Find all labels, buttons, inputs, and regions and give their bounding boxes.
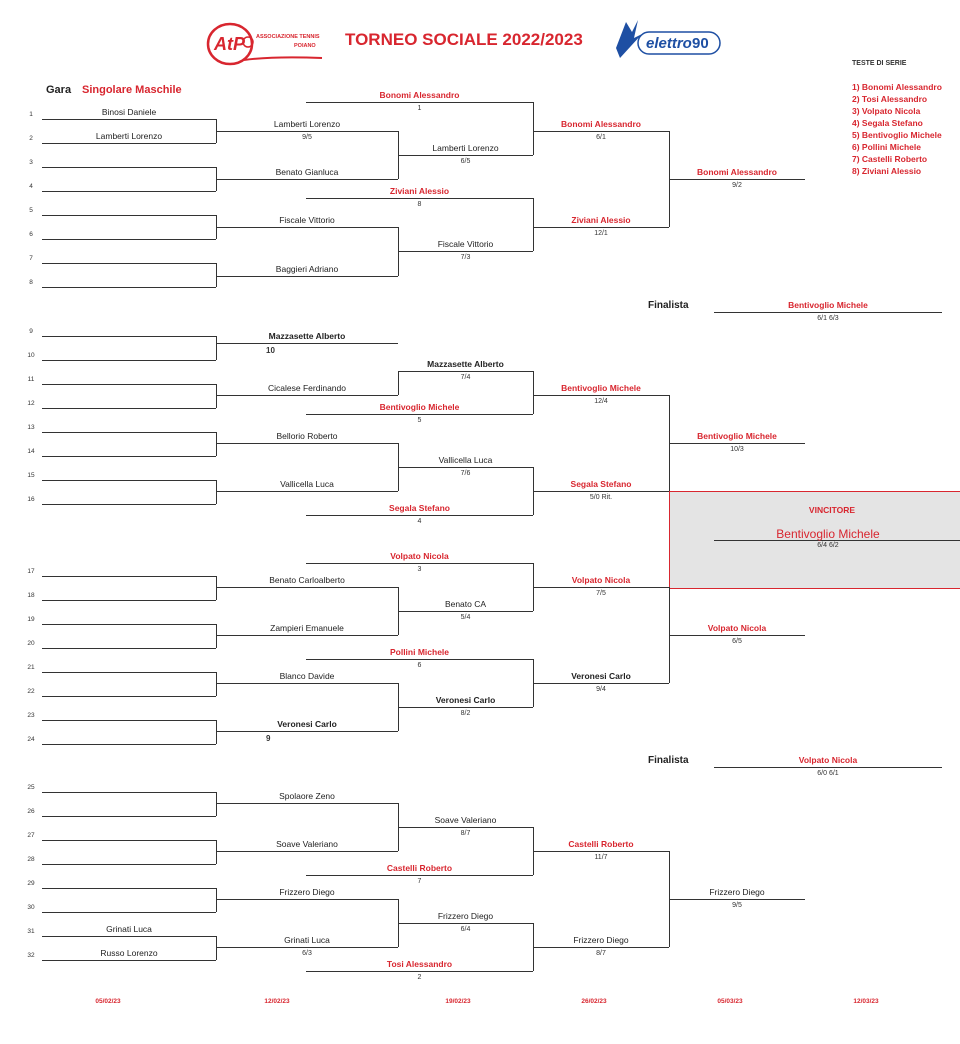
bracket-line [42,360,216,361]
atp-logo-icon [204,20,326,68]
position-number: 12 [27,400,35,407]
position-number: 32 [27,952,35,959]
player-name: Frizzero Diego [709,887,765,897]
match-score: 7/6 [460,470,471,477]
player-name: Volpato Nicola [571,575,631,585]
bracket-line [669,443,805,444]
match-score: 6 [417,662,422,669]
player-name: Soave Valeriano [276,839,338,849]
bracket-line [42,215,216,216]
bracket-line [42,648,216,649]
bracket-line [306,563,533,564]
match-score: 7/5 [596,590,606,597]
match-score: 6/1 [596,134,606,141]
bracket-line [42,504,216,505]
seed-item: 5) Bentivoglio Michele [852,130,942,140]
bracket-line [216,443,398,444]
round-date: 12/02/23 [264,998,290,1005]
bracket-line [216,276,398,277]
position-number: 16 [27,496,35,503]
player-name: Soave Valeriano [434,815,497,825]
player-name: Volpato Nicola [390,551,449,561]
player-name: Mazzasette Alberto [268,331,346,341]
player-name: Bentivoglio Michele [379,402,460,412]
player-name: Castelli Roberto [568,839,634,849]
bracket-line [216,947,398,948]
bracket-line [42,696,216,697]
match-score: 6/5 [732,638,742,645]
player-name: Vallicella Luca [280,479,334,489]
bracket-line [42,840,216,841]
bracket-line [216,131,398,132]
match-score: 6/5 [460,158,471,165]
position-number: 5 [29,207,33,214]
player-name: Pollini Michele [389,647,450,657]
match-score: 6/0 6/1 [817,770,839,777]
bracket-line [42,576,216,577]
event-name: Singolare Maschile [82,84,182,96]
player-name: Veronesi Carlo [277,719,337,729]
bracket-line [42,336,216,337]
match-score: 9/4 [596,686,606,693]
player-name: Tosi Alessandro [386,959,453,969]
bracket-line [42,480,216,481]
finalist-label: Finalista [648,300,689,311]
player-name: Castelli Roberto [386,863,453,873]
bracket-line [398,923,533,924]
match-score: 5/4 [460,614,471,621]
winner-label: VINCITORE [808,505,856,515]
seed-item: 4) Segala Stefano [852,118,923,128]
position-number: 27 [27,832,35,839]
bracket-line [42,408,216,409]
bracket-line [42,960,216,961]
position-number: 9 [29,328,33,335]
position-number: 26 [27,808,35,815]
bracket-line [42,888,216,889]
position-number: 31 [27,928,35,935]
bracket-line [714,767,942,768]
bracket-line [533,227,669,228]
gara-label: Gara [46,84,72,96]
player-name: Mazzasette Alberto [427,359,504,369]
match-score: 8 [417,201,422,208]
seed-item: 3) Volpato Nicola [852,106,921,116]
bracket-line [306,971,533,972]
bracket-line [669,635,805,636]
player-name: Grinati Luca [284,935,330,945]
finalist-label: Finalista [648,755,689,766]
position-number: 11 [27,376,35,383]
position-number: 7 [29,255,33,262]
position-number: 15 [27,472,35,479]
seeds-title: TESTE DI SERIE [852,60,907,67]
match-score: 3 [417,566,422,573]
bracket-line [42,672,216,673]
match-score: 2 [417,974,422,981]
position-number: 21 [27,664,35,671]
bracket-line [669,899,805,900]
player-name: Baggieri Adriano [275,264,339,274]
match-score: 10/3 [730,446,744,453]
player-name: Segala Stefano [389,503,450,513]
bracket-line [306,515,533,516]
bracket-line [42,912,216,913]
position-number: 19 [27,616,35,623]
atp-logo-line2: POIANO [294,43,316,49]
bracket-line [216,803,398,804]
bracket-line [533,491,669,492]
match-score: 9/2 [732,182,742,189]
bracket-line [42,384,216,385]
bracket-line [306,414,533,415]
match-score: 7/4 [460,374,471,381]
position-number: 1 [29,111,33,118]
match-score: 7/3 [460,254,471,261]
player-name: Fiscale Vittorio [279,215,335,225]
bracket-line [216,683,398,684]
bracket-line [306,659,533,660]
bracket-line [533,395,669,396]
position-number: 24 [27,736,35,743]
player-name: Bonomi Alessandro [697,167,777,177]
match-score: 8/7 [596,950,606,957]
elettro90-logo-icon [612,18,724,62]
bracket-line [216,179,398,180]
bracket-line [533,131,669,132]
bracket-line [42,143,216,144]
position-number: 29 [27,880,35,887]
page-title: TORNEO SOCIALE 2022/2023 [345,30,583,49]
position-number: 30 [27,904,35,911]
round-date: 19/02/23 [445,998,471,1005]
svg-text:AtP: AtP [214,34,245,54]
player-name: Cicalese Ferdinando [268,383,346,393]
position-number: 13 [27,424,35,431]
bracket-line [398,371,533,372]
elettro-number: 90 [692,35,709,52]
bracket-line [533,683,669,684]
player-name: Frizzero Diego [573,935,629,945]
player-name: Bellorio Roberto [276,431,338,441]
bracket-line [398,827,533,828]
player-name: Grinati Luca [106,924,152,934]
bracket-line [216,343,398,344]
match-score: 7 [417,878,422,885]
bracket-line [398,707,533,708]
player-name: Ziviani Alessio [571,215,631,225]
bracket-line [42,792,216,793]
bracket-line [42,816,216,817]
match-score: 10 [266,346,275,355]
seed-item: 1) Bonomi Alessandro [852,82,942,92]
bracket-line [714,312,942,313]
match-score: 6/1 6/3 [817,315,839,322]
round-date: 05/02/23 [95,998,121,1005]
bracket-line [216,731,398,732]
match-score: 9 [266,734,271,743]
round-date: 26/02/23 [581,998,607,1005]
bracket-line [42,936,216,937]
match-score: 12/1 [594,230,608,237]
player-name: Bentivoglio Michele [697,431,777,441]
position-number: 8 [29,279,33,286]
bracket-line [42,432,216,433]
player-name: Vallicella Luca [438,455,493,465]
position-number: 3 [29,159,33,166]
match-score: 6/3 [302,950,312,957]
bracket-line [42,119,216,120]
bracket-line [306,102,533,103]
player-name: Blanco Davide [279,671,335,681]
player-name: Frizzero Diego [279,887,335,897]
bracket-line [42,263,216,264]
bracket-line [398,467,533,468]
player-name: Spolaore Zeno [279,791,335,801]
player-name: Lamberti Lorenzo [95,131,163,141]
position-number: 6 [29,231,33,238]
bracket-line [216,851,398,852]
bracket-line [306,875,533,876]
bracket-line [533,851,669,852]
player-name: Benato Gianluca [275,167,339,177]
position-number: 25 [27,784,35,791]
match-score: 9/5 [302,134,312,141]
player-name: Lamberti Lorenzo [432,143,499,153]
position-number: 18 [27,592,35,599]
position-number: 2 [29,135,33,142]
player-name: Volpato Nicola [798,755,858,765]
position-number: 17 [27,568,35,575]
bracket-line [42,720,216,721]
position-number: 10 [27,352,35,359]
bracket-line [398,251,533,252]
bracket-line [42,239,216,240]
player-name: Bonomi Alessandro [561,119,641,129]
elettro-brand: elettro [646,35,692,52]
player-name: Veronesi Carlo [435,695,496,705]
player-name: Benato CA [444,599,487,609]
bracket-line [42,864,216,865]
match-score: 6/4 [460,926,471,933]
player-name: Zampieri Emanuele [270,623,344,633]
atp-logo-line1: ASSOCIAZIONE TENNIS [256,34,320,40]
bracket-line [216,227,398,228]
bracket-line [216,899,398,900]
match-score: 5/0 Rit. [589,494,613,501]
player-name: Binosi Daniele [101,107,157,117]
bracket-line [398,611,533,612]
player-name: Ziviani Alessio [389,186,450,196]
player-name: Bentivoglio Michele [561,383,641,393]
bracket-line [42,456,216,457]
bracket-line [533,947,669,948]
seed-item: 7) Castelli Roberto [852,154,928,164]
bracket-line [669,179,805,180]
position-number: 20 [27,640,35,647]
winner-name: Bentivoglio Michele [776,527,880,541]
seeds-panel [852,60,960,177]
position-number: 4 [29,183,33,190]
winner-score: 6/4 6/2 [817,542,839,549]
player-name: Fiscale Vittorio [437,239,494,249]
bracket-line [216,395,398,396]
match-score: 12/4 [594,398,608,405]
bracket-line [306,198,533,199]
player-name: Veronesi Carlo [571,671,631,681]
player-name: Bentivoglio Michele [788,300,868,310]
player-name: Bonomi Alessandro [379,90,460,100]
bracket-line [398,155,533,156]
round-date: 05/03/23 [717,998,743,1005]
bracket-line [216,635,398,636]
bracket-line [42,744,216,745]
player-name: Volpato Nicola [707,623,767,633]
bracket-line [42,287,216,288]
seed-item: 2) Tosi Alessandro [852,94,928,104]
position-number: 22 [27,688,35,695]
player-name: Russo Lorenzo [100,948,158,958]
position-number: 23 [27,712,35,719]
match-score: 8/2 [460,710,471,717]
bracket-line [216,587,398,588]
position-number: 14 [27,448,35,455]
player-name: Frizzero Diego [437,911,494,921]
seed-item: 6) Pollini Michele [852,142,921,152]
round-date: 12/03/23 [853,998,879,1005]
match-score: 8/7 [460,830,471,837]
player-name: Segala Stefano [570,479,632,489]
bracket-line [42,600,216,601]
player-name: Lamberti Lorenzo [273,119,341,129]
bracket-line [42,167,216,168]
match-score: 9/5 [732,902,742,909]
seed-item: 8) Ziviani Alessio [852,166,922,176]
player-name: Benato Carloalberto [269,575,345,585]
match-score: 11/7 [594,854,608,861]
bracket-line [42,624,216,625]
bracket-line [533,587,669,588]
match-score: 5 [417,417,422,424]
position-number: 28 [27,856,35,863]
bracket-line [42,191,216,192]
match-score: 4 [417,518,422,525]
bracket-line [216,491,398,492]
match-score: 1 [417,105,422,112]
